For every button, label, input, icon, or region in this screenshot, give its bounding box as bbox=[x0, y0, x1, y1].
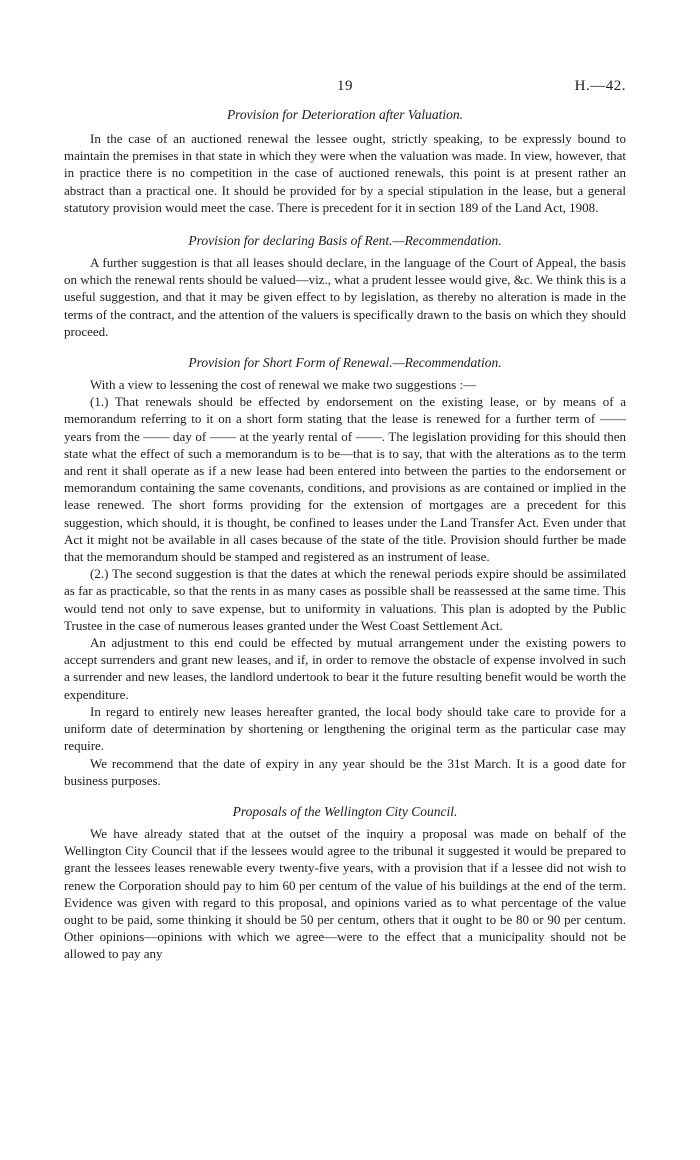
section-short-form-renewal bbox=[64, 354, 626, 789]
section-heading: Provision for Deterioration after Valuation. bbox=[226, 107, 464, 122]
paragraph: In the case of an auctioned renewal the lessee ought, strictly speaking, to be expressly bound to maintain the premises in that state in which they were when the valuation was made. In view, however, that in practice there is no competition in the case of auctioned renewals, this point is at present rather an abstract than a practical one. It should be provided for by a special stipulation in the lease, but a general statutory provision would meet the case. There is precedent for it in section 189 of the Land Act, 1908. bbox=[64, 131, 626, 215]
section-wellington-proposals bbox=[64, 803, 626, 963]
section-heading: Proposals of the Wellington City Council. bbox=[232, 803, 458, 819]
paragraph: We recommend that the date of expiry in any year should be the 31st March. It is a good date for business purposes. bbox=[64, 755, 626, 788]
document-body bbox=[64, 106, 626, 963]
page-header bbox=[64, 78, 626, 100]
section-heading: Provision for declaring Basis of Rent.—Recommendation. bbox=[188, 233, 502, 249]
paragraph: With a view to lessening the cost of renewal we make two suggestions :— bbox=[90, 377, 477, 393]
section-deterioration bbox=[64, 106, 626, 216]
paragraph: An adjustment to this end could be effected by mutual arrangement under the existing powers to accept surrenders and grant new leases, and if, in order to remove the obstacle of expense involved in such a surrender and new leases, the landlord undertook to bear it the future resulting benefit would be worth the expenditure. bbox=[64, 635, 626, 702]
paragraph: We have already stated that at the outset of the inquiry a proposal was made on behalf of the Wellington City Council that if the lessees would agree to the tribunal it suggested it would be prepared to grant the lessees leases renewable every twenty-five years, with a provision that if a lessee did not wish to renew the Corporation should pay to him 60 per centum of the value of his buildings at the end of the term. Evidence was given with regard to this proposal, and opinions varied as to what percentage of the value ought to be paid, some thinking it should be 50 per centum, others that it ought to be 80 or 90 per centum. Other opinions—opinions with which we agree—were to the effect that a municipality should not be allowed to pay any bbox=[64, 825, 626, 962]
section-heading: Provision for Short Form of Renewal.—Recommendation. bbox=[188, 355, 502, 371]
paragraph: (2.) The second suggestion is that the dates at which the renewal periods expire should be assimilated as far as practicable, so that the rents in as many cases as possible shall be reassessed at the same time. This would tend not only to save expense, but to uniformity in valuations. This plan is adopted by the Public Trustee in the case of numerous leases granted under the West Coast Settlement Act. bbox=[64, 566, 626, 633]
section-basis-of-rent bbox=[64, 232, 626, 340]
paragraph: A further suggestion is that all leases should declare, in the language of the Court of Appeal, the basis on which the renewal rents should be valued—viz., what a prudent lessee would give, &c. We think this is a useful suggestion, and that it may be given effect to by legislation, as thereby no alteration is made in the terms of the contract, and the attention of the valuers is specifically drawn to the basis on which they should proceed. bbox=[64, 255, 626, 339]
document-code: H.—42. bbox=[574, 78, 626, 94]
page-number: 19 bbox=[337, 78, 353, 94]
paragraph: In regard to entirely new leases hereafter granted, the local body should take care to provide for a uniform date of determination by shortening or lengthening the original term as the particular case may require. bbox=[64, 703, 626, 754]
paragraph: (1.) That renewals should be effected by endorsement on the existing lease, or by means of a memorandum referring to it on a short form stating that the lease is renewed for a further term of —— years from the —— day of —— at the yearly rental of ——. The legislation providing for this should then state what the effect of such a memorandum is to be—that is to say, that with the alterations as to the term and rent it shall operate as if a new lease had been entered into between the parties to the endorsement or memorandum containing the same covenants, conditions, and provisions as are contained or implied in the lease renewed. The short forms providing for the extension of mortgages are a precedent for this suggestion, which should, it is thought, be confined to leases under the Land Transfer Act. Even under that Act it might not be available in all cases because of the state of the title. Provision should further be made that the memorandum should be stamped and registered as an instrument of lease. bbox=[64, 394, 626, 565]
